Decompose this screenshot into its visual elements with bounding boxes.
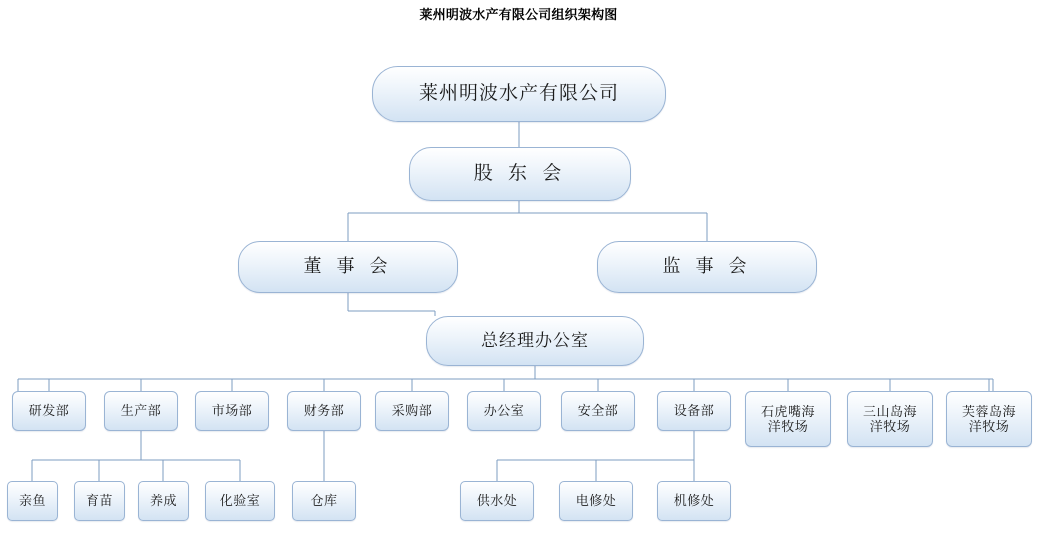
node-fry[interactable]: [74, 481, 125, 521]
node-supervisors-label: 监 事 会: [662, 256, 752, 277]
node-production[interactable]: [104, 391, 178, 431]
node-sanshandao-ranch-label-line1: 三山岛海: [862, 403, 917, 419]
node-sanshandao-ranch[interactable]: [847, 391, 933, 447]
node-rd[interactable]: [12, 391, 86, 431]
node-shihuzui-ranch-label-line1: 石虎嘴海: [760, 403, 815, 419]
node-safety[interactable]: [561, 391, 635, 431]
node-lab-label: 化验室: [219, 493, 261, 509]
node-shihuzui-ranch-label-line2: 洋牧场: [767, 419, 809, 434]
node-lab[interactable]: [205, 481, 275, 521]
node-equipment-label: 设备部: [673, 403, 715, 419]
node-gm-office-label: 总经理办公室: [481, 330, 589, 350]
node-broodstock[interactable]: [7, 481, 58, 521]
node-fry-label: 育苗: [85, 493, 113, 509]
node-office[interactable]: [467, 391, 541, 431]
node-electric-repair[interactable]: [559, 481, 633, 521]
node-equipment[interactable]: [657, 391, 731, 431]
node-shihuzui-ranch[interactable]: [745, 391, 831, 447]
node-warehouse[interactable]: [292, 481, 356, 521]
node-market[interactable]: [195, 391, 269, 431]
node-board-label: 董 事 会: [303, 256, 393, 277]
node-finance[interactable]: [287, 391, 361, 431]
node-safety-label: 安全部: [577, 403, 619, 419]
node-market-label: 市场部: [211, 403, 253, 419]
node-office-label: 办公室: [483, 403, 525, 419]
node-water-supply-label: 供水处: [476, 493, 518, 509]
node-warehouse-label: 仓库: [310, 493, 338, 509]
node-rd-label: 研发部: [28, 403, 70, 419]
node-sanshandao-ranch-label-line2: 洋牧场: [869, 419, 911, 434]
node-company-label: 莱州明波水产有限公司: [418, 82, 619, 104]
page-title: 莱州明波水产有限公司组织架构图: [419, 7, 618, 22]
node-purchase[interactable]: [375, 391, 449, 431]
node-finance-label: 财务部: [303, 403, 345, 419]
node-mechanic-repair-label: 机修处: [673, 493, 715, 509]
node-supervisors[interactable]: [597, 241, 817, 293]
node-production-label: 生产部: [120, 403, 162, 419]
node-water-supply[interactable]: [460, 481, 534, 521]
node-shareholders-label: 股 东 会: [473, 162, 567, 184]
node-growout-label: 养成: [149, 493, 177, 509]
node-furongdao-ranch-label-line2: 洋牧场: [968, 419, 1010, 434]
node-electric-repair-label: 电修处: [575, 493, 617, 509]
node-purchase-label: 采购部: [391, 403, 433, 419]
node-furongdao-ranch-label-line1: 芙蓉岛海: [961, 403, 1016, 419]
node-mechanic-repair[interactable]: [657, 481, 731, 521]
node-growout[interactable]: [138, 481, 189, 521]
node-company[interactable]: [372, 66, 666, 122]
node-board[interactable]: [238, 241, 458, 293]
node-furongdao-ranch[interactable]: [946, 391, 1032, 447]
node-gm-office[interactable]: [426, 316, 644, 366]
node-broodstock-label: 亲鱼: [18, 493, 46, 509]
node-shareholders[interactable]: [409, 147, 631, 201]
